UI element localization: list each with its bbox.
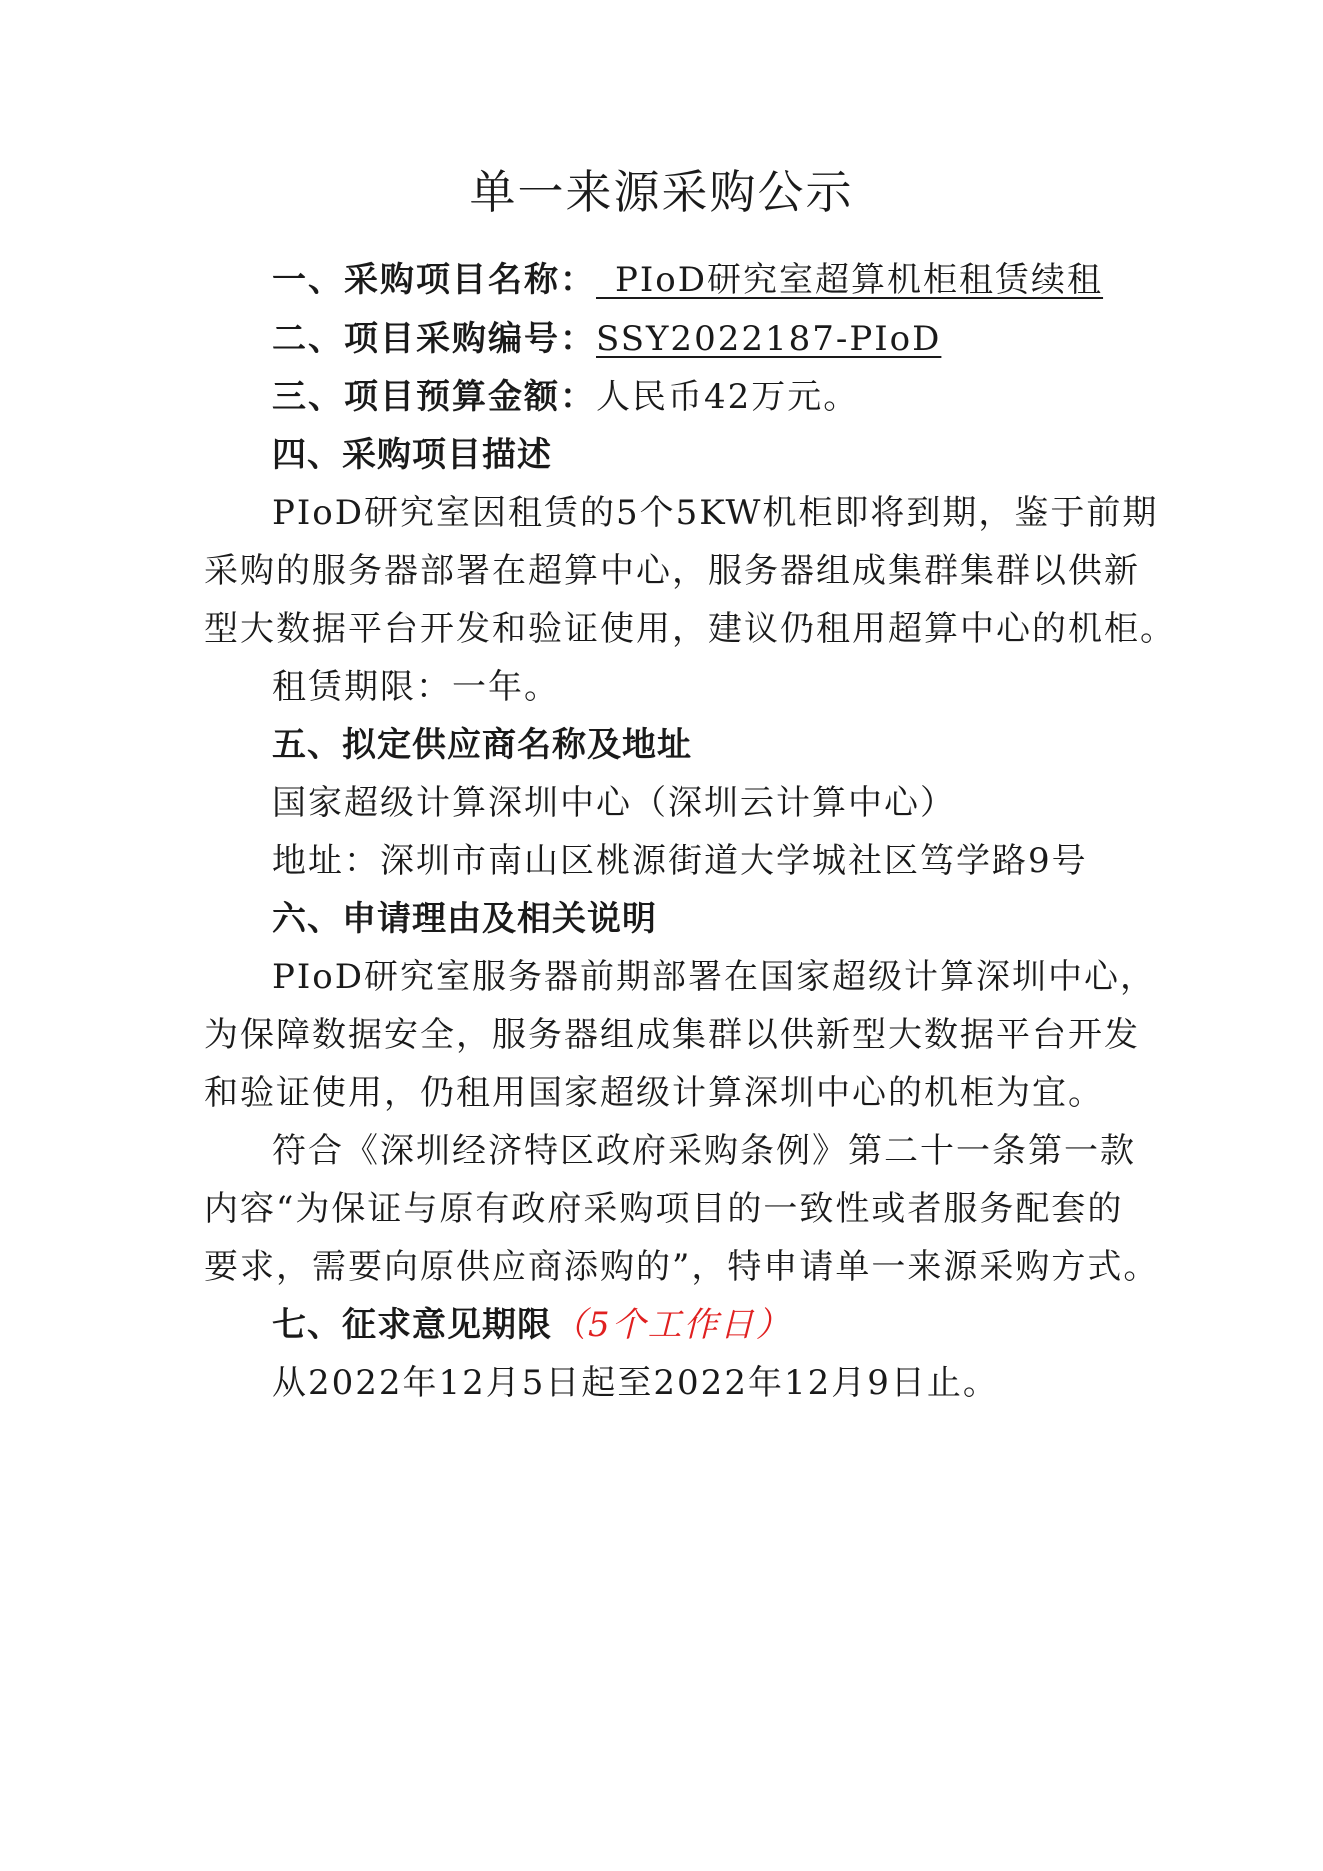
item-project-number-label: 二、项目采购编号： (272, 319, 596, 359)
section6-para2-line-1: 符合《深圳经济特区政府采购条例》第二十一条第一款 (272, 1131, 1136, 1171)
section5-supplier: 国家超级计算深圳中心（深圳云计算中心） (272, 783, 956, 823)
section6-para1-line-1: PIoD研究室服务器前期部署在国家超级计算深圳中心， (272, 957, 1157, 997)
item-project-name-label: 一、采购项目名称： (272, 260, 596, 300)
section6-para1-line-2: 为保障数据安全，服务器组成集群以供新型大数据平台开发 (204, 1015, 1140, 1055)
section7-heading-row (272, 1301, 792, 1349)
section6-para2-line-3: 要求，需要向原供应商添购的”，特申请单一来源采购方式。 (204, 1247, 1160, 1287)
section6-heading: 六、申请理由及相关说明 (272, 899, 657, 939)
section5-address: 地址：深圳市南山区桃源街道大学城社区笃学路9号 (272, 841, 1088, 881)
section7-note: （5个工作日） (552, 1305, 792, 1345)
item-project-budget (272, 373, 859, 421)
section4-heading: 四、采购项目描述 (272, 435, 552, 475)
document-title: 单一来源采购公示 (469, 165, 854, 219)
item-project-budget-label: 三、项目预算金额： (272, 377, 596, 417)
item-project-name-value: _PIoD研究室超算机柜租赁续租 (596, 260, 1104, 300)
section7-heading: 七、征求意见期限 (272, 1305, 552, 1345)
section6-para2-line-2: 内容“为保证与原有政府采购项目的一致性或者服务配套的 (204, 1189, 1124, 1229)
section5-heading: 五、拟定供应商名称及地址 (272, 725, 692, 765)
item-project-number (272, 315, 941, 363)
section6-para1-line-3: 和验证使用，仍租用国家超级计算深圳中心的机柜为宜。 (204, 1073, 1104, 1113)
section7-period: 从2022年12月5日起至2022年12月9日止。 (272, 1363, 999, 1403)
item-project-budget-value: 人民币42万元。 (596, 377, 860, 417)
item-project-name (272, 256, 1103, 304)
item-project-number-value: SSY2022187-PIoD (596, 319, 942, 359)
section4-line-2: 采购的服务器部署在超算中心，服务器组成集群集群以供新 (204, 551, 1140, 591)
section4-lease-term: 租赁期限：一年。 (272, 667, 560, 707)
section4-line-3: 型大数据平台开发和验证使用，建议仍租用超算中心的机柜。 (204, 609, 1176, 649)
section4-line-1: PIoD研究室因租赁的5个5KW机柜即将到期，鉴于前期 (272, 493, 1159, 533)
